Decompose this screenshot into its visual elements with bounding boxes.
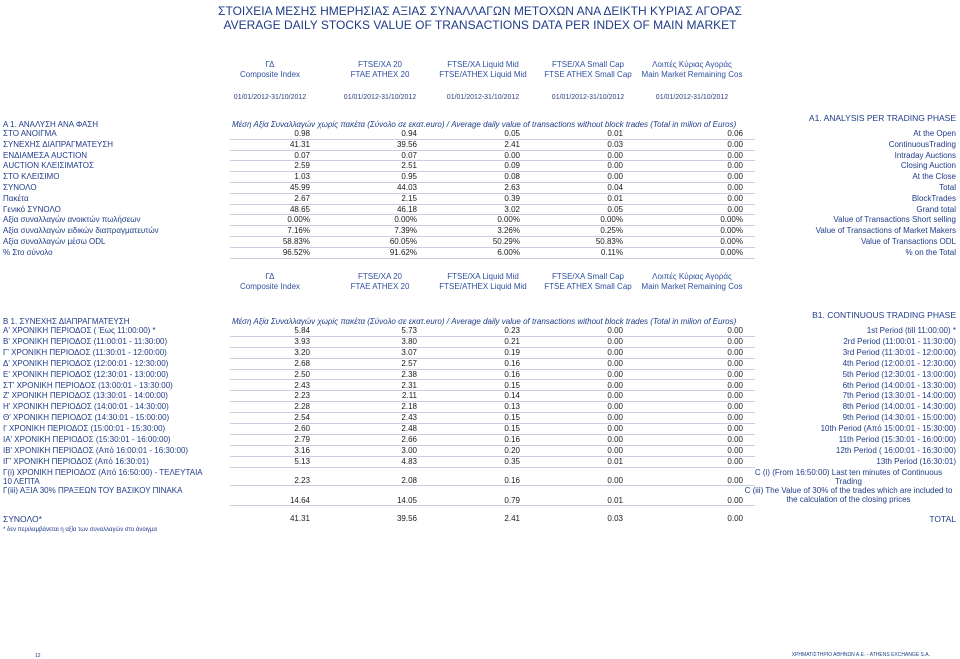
cell-value: 0.21: [504, 336, 520, 346]
cell-value: 2.60: [294, 424, 310, 434]
row-label-english: At the Open: [913, 129, 956, 138]
cell-value: 0.14: [504, 391, 520, 401]
cell-value: 0.00%: [600, 215, 623, 225]
cell-value: 7.39%: [394, 226, 417, 236]
middle-column-header-4: [632, 272, 752, 292]
cell-value: 0.00: [607, 358, 623, 368]
row-divider: [230, 505, 755, 506]
row-label-greek: ΣΤ' ΧΡΟΝΙΚΗ ΠΕΡΙΟΔΟΣ (13:00:01 - 13:30:00): [3, 380, 173, 390]
row-label-english: Value of Transactions ODL: [860, 237, 956, 246]
cell-value: 3.93: [294, 336, 310, 346]
cell-value: 7.16%: [287, 226, 310, 236]
row-label-english: Intraday Auctions: [894, 150, 956, 160]
cell-value: 41.31: [289, 139, 310, 149]
total-value-composite: 41.31: [289, 514, 310, 523]
cell-value: 3.02: [504, 204, 520, 214]
cell-value: 0.19: [504, 347, 520, 357]
cell-value: 0.11%: [600, 247, 623, 257]
cell-value: 2.43: [294, 380, 310, 390]
cell-value: 2.28: [294, 402, 310, 412]
cell-value: 0.00: [607, 369, 623, 379]
cell-value: 0.00: [607, 424, 623, 434]
cell-value: 0.35: [504, 456, 520, 466]
row-label-greek: Ι' ΧΡΟΝΙΚΗ ΠΕΡΙΟΔΟΣ (15:00:01 - 15:30:00): [3, 424, 166, 434]
report-title-greek: ΣΤΟΙΧΕΙΑ ΜΕΣΗΣ ΗΜΕΡΗΣΙΑΣ ΑΞΙΑΣ ΣΥΝΑΛΛΑΓΩΝ ΜΕΤΟΧΩΝ ΑΝΑ ΔΕΙΚΤΗ ΚΥΡΙΑΣ ΑΓΟΡΑΣ: [218, 4, 742, 18]
cell-value: 0.15: [504, 380, 520, 390]
cell-value: 58.83%: [282, 237, 310, 246]
column-header-english: Composite Index: [239, 282, 301, 291]
row-label-english: 4th Period (12:00:01 - 12:30:00): [842, 358, 956, 368]
cell-value: 3.26%: [497, 226, 520, 236]
cell-value: 0.16: [504, 475, 520, 485]
cell-value: 39.56: [396, 139, 417, 149]
row-label-greek: Θ' ΧΡΟΝΙΚΗ ΠΕΡΙΟΔΟΣ (14:30:01 - 15:00:00): [3, 413, 170, 423]
table-row: [0, 151, 960, 162]
cell-value: 2.48: [401, 424, 417, 434]
cell-value: 0.00: [727, 413, 743, 423]
table-row: [0, 237, 960, 248]
row-label-greek: Β' ΧΡΟΝΙΚΗ ΠΕΡΙΟΔΟΣ (11:00:01 - 11:30:00): [3, 336, 168, 346]
table-row: [0, 457, 960, 468]
row-label-english: 11th Period (15:30:01 - 16:00:00): [838, 435, 956, 444]
cell-value: 44.03: [396, 183, 417, 192]
cell-value: 60.05%: [389, 237, 417, 246]
column-header-greek: ΓΔ: [265, 272, 275, 281]
middle-column-header-1: [320, 272, 440, 292]
cell-value: 0.05: [607, 204, 623, 214]
cell-value: 0.00: [607, 380, 623, 390]
table-row: [0, 424, 960, 435]
table-row: [0, 172, 960, 183]
row-label-english: C (iii) The Value of 30% of the trades which are included to the calculation of the closing prices: [744, 485, 953, 504]
table-row: [0, 402, 960, 413]
cell-value: 0.00: [727, 445, 743, 455]
row-divider: [230, 258, 755, 259]
row-label-english: 12th Period ( 16:00:01 - 16:30:00): [835, 445, 956, 455]
table-row: [0, 215, 960, 226]
row-label-greek: ΙΑ' ΧΡΟΝΙΚΗ ΠΕΡΙΟΔΟΣ (15:30:01 - 16:00:00): [3, 435, 171, 444]
total-value-ftse20: 39.56: [396, 514, 417, 523]
footnote: * δεν περιλαμβάνεται η αξία των συναλλαγών στο άνοιγμα: [3, 527, 157, 533]
row-label-greek: Γ(iii) ΑΞΙΑ 30% ΠΡΑΞΕΩΝ ΤΟΥ ΒΑΣΙΚΟΥ ΠΙΝΑΚΑ: [3, 485, 183, 495]
cell-value: 0.00%: [720, 237, 743, 246]
cell-value: 0.00: [727, 183, 743, 192]
section-a-title: Α 1. ΑΝΑΛΥΣΗ ΑΝΑ ΦΑΣΗ: [3, 120, 99, 129]
cell-value: 0.00: [607, 445, 623, 455]
cell-value: 2.08: [401, 475, 417, 485]
cell-value: 2.31: [401, 380, 417, 390]
row-label-english: Value of Transactions of Market Makers: [815, 226, 956, 236]
total-label-english: TOTAL: [929, 514, 956, 524]
cell-value: 0.00: [727, 172, 743, 182]
cell-value: 0.00%: [287, 215, 310, 225]
row-label-greek: Ε' ΧΡΟΝΙΚΗ ΠΕΡΙΟΔΟΣ (12:30:01 - 13:00:00): [3, 369, 169, 379]
column-header-english: Composite Index: [239, 70, 301, 79]
cell-value: 2.51: [401, 161, 417, 171]
cell-value: 0.01: [607, 456, 623, 466]
cell-value: 45.99: [289, 183, 310, 192]
cell-value: 0.00: [727, 435, 743, 444]
cell-value: 0.01: [607, 495, 623, 505]
row-label-greek: Πακέτα: [3, 193, 29, 203]
row-label-greek: ΙΓ' ΧΡΟΝΙΚΗ ΠΕΡΙΟΔΟΣ (Από 16:30:01): [3, 456, 149, 466]
row-label-english: % on the Total: [905, 247, 956, 257]
row-label-english: C (i) (From 16:50:00) Last ten minutes of Continuous Trading: [754, 467, 943, 486]
cell-value: 2.63: [504, 183, 520, 192]
middle-column-header-2: [423, 272, 543, 292]
cell-value: 0.00: [607, 475, 623, 485]
cell-value: 2.43: [401, 413, 417, 423]
cell-value: 0.00%: [720, 226, 743, 236]
row-label-greek: ΣΥΝΟΛΟ: [3, 183, 37, 192]
cell-value: 50.29%: [492, 237, 520, 246]
cell-value: 46.18: [396, 204, 417, 214]
row-label-english: 2rd Period (11:00:01 - 11:30:00): [843, 336, 956, 346]
table-row: [0, 194, 960, 205]
cell-value: 0.00: [727, 204, 743, 214]
cell-value: 1.03: [294, 172, 310, 182]
row-label-english: 8th Period (14:00:01 - 14:30:00): [842, 402, 956, 412]
period-date-1: 01/01/2012-31/10/2012: [343, 94, 417, 101]
column-header-english: FTSE ATHEX Small Cap: [544, 282, 632, 291]
section-b-title: Β 1. ΣΥΝΕΧΗΣ ΔΙΑΠΡΑΓΜΑΤΕΥΣΗ: [3, 317, 130, 326]
table-row: [0, 413, 960, 424]
cell-value: 48.65: [289, 204, 310, 214]
cell-value: 2.23: [294, 475, 310, 485]
top-column-header-4: [632, 60, 752, 80]
cell-value: 0.00: [727, 336, 743, 346]
section-b-subtitle: Μέση Αξία Συναλλαγών χωρίς πακέτα (Σύνολο σε εκατ.euro) / Average daily value of transactions without block trades (Total in milion of Euros): [232, 317, 737, 326]
row-label-greek: Γ(i) ΧΡΟΝΙΚΗ ΠΕΡΙΟΔΟΣ (Από 16:50:00) - ΤΕΛΕΥΤΑΙΑ 10 ΛΕΠΤΑ: [3, 467, 203, 486]
cell-value: 2.50: [294, 369, 310, 379]
row-label-greek: AUCTION ΚΛΕΙΣΙΜΑΤΟΣ: [3, 161, 94, 171]
cell-value: 0.00%: [720, 215, 743, 225]
cell-value: 0.00: [727, 347, 743, 357]
cell-value: 96.52%: [282, 247, 310, 257]
column-header-english: FTSE/ATHEX Liquid Mid: [439, 70, 527, 79]
table-row: [0, 205, 960, 216]
cell-value: 0.00: [727, 161, 743, 171]
column-header-greek: ΓΔ: [265, 60, 275, 69]
top-column-header-0: [210, 60, 330, 80]
cell-value: 2.54: [294, 413, 310, 423]
row-label-english: Grand total: [916, 204, 956, 214]
cell-value: 0.15: [504, 413, 520, 423]
cell-value: 0.09: [504, 161, 520, 171]
cell-value: 3.20: [294, 347, 310, 357]
row-label-greek: % Στο σύνολο: [3, 247, 53, 257]
section-b-total-row: [0, 514, 960, 525]
cell-value: 0.00: [727, 193, 743, 203]
column-header-greek: FTSE/XA Small Cap: [551, 60, 625, 69]
cell-value: 0.00: [607, 336, 623, 346]
cell-value: 0.00: [727, 391, 743, 401]
table-row: [0, 468, 960, 486]
cell-value: 3.80: [401, 336, 417, 346]
cell-value: 0.39: [504, 193, 520, 203]
column-header-greek: Λοιπές Κύριας Αγοράς: [652, 60, 732, 69]
top-column-header-2: [423, 60, 543, 80]
cell-value: 0.07: [401, 150, 417, 160]
row-label-greek: ΣΤΟ ΑΝΟΙΓΜΑ: [3, 129, 57, 138]
table-row: [0, 248, 960, 259]
table-row: [0, 129, 960, 140]
column-header-english: Main Market Remaining Cos: [641, 282, 743, 291]
table-row: [0, 359, 960, 370]
row-label-english: Value of Transactions Short selling: [833, 215, 956, 225]
cell-value: 0.01: [607, 129, 623, 138]
row-label-greek: Α' ΧΡΟΝΙΚΗ ΠΕΡΙΟΔΟΣ ( Έως 11:00:00) *: [3, 326, 156, 335]
period-date-2: 01/01/2012-31/10/2012: [446, 94, 520, 101]
section-a-english-title: A1. ANALYSIS PER TRADING PHASE: [808, 113, 956, 123]
report-title-english: AVERAGE DAILY STOCKS VALUE OF TRANSACTIONS DATA PER INDEX OF MAIN MARKET: [223, 18, 737, 32]
cell-value: 2.67: [294, 193, 310, 203]
cell-value: 0.98: [294, 129, 310, 138]
cell-value: 50.83%: [595, 237, 623, 246]
cell-value: 2.11: [402, 391, 417, 401]
total-value-liquid-mid: 2.41: [504, 514, 520, 523]
cell-value: 0.15: [504, 424, 520, 434]
column-header-english: FTSE/ATHEX Liquid Mid: [439, 282, 527, 291]
cell-value: 4.83: [401, 456, 417, 466]
row-label-greek: Ζ' ΧΡΟΝΙΚΗ ΠΕΡΙΟΔΟΣ (13:30:01 - 14:00:00): [3, 391, 168, 401]
cell-value: 2.18: [401, 402, 417, 412]
page-number: 12: [35, 653, 41, 659]
cell-value: 0.00: [727, 326, 743, 335]
cell-value: 0.00: [607, 150, 623, 160]
cell-value: 0.25%: [600, 226, 623, 236]
table-row: [0, 161, 960, 172]
row-label-english: 10th Period (Από 15:00:01 - 15:30:00): [820, 424, 956, 434]
cell-value: 0.79: [504, 495, 520, 505]
row-label-english: 5th Period (12:30:01 - 13:00:00): [842, 369, 956, 379]
cell-value: 0.00: [727, 424, 743, 434]
row-label-english: ContinuousTrading: [888, 139, 956, 149]
cell-value: 3.00: [401, 445, 417, 455]
column-header-greek: FTSE/XA Liquid Mid: [447, 60, 519, 69]
cell-value: 3.07: [401, 347, 417, 357]
column-header-english: FTSE ATHEX Small Cap: [544, 70, 632, 79]
cell-value: 2.38: [401, 369, 417, 379]
top-column-header-3: [528, 60, 648, 80]
cell-value: 6.00%: [497, 247, 520, 257]
cell-value: 5.84: [294, 326, 310, 335]
table-row: [0, 348, 960, 359]
column-header-greek: FTSE/XA Small Cap: [551, 272, 625, 281]
cell-value: 0.00: [607, 172, 623, 182]
row-label-greek: Η' ΧΡΟΝΙΚΗ ΠΕΡΙΟΔΟΣ (14:00:01 - 14:30:00): [3, 402, 169, 412]
table-row: [0, 326, 960, 337]
cell-value: 0.00: [727, 380, 743, 390]
table-row: [0, 370, 960, 381]
section-b-english-title: B1. CONTINUOUS TRADING PHASE: [812, 310, 956, 320]
cell-value: 0.00: [727, 150, 743, 160]
cell-value: 2.23: [294, 391, 310, 401]
total-value-remaining: 0.00: [727, 514, 743, 523]
row-label-english: 1st Period (till 11:00:00) *: [866, 326, 956, 335]
cell-value: 0.00%: [394, 215, 417, 225]
row-label-greek: Δ' ΧΡΟΝΙΚΗ ΠΕΡΙΟΔΟΣ (12:00:01 - 12:30:00): [3, 358, 169, 368]
table-row: [0, 140, 960, 151]
cell-value: 0.00: [727, 402, 743, 412]
column-header-greek: FTSE/XA Liquid Mid: [447, 272, 519, 281]
cell-value: 2.15: [401, 193, 417, 203]
row-label-english: 13th Period (16:30:01): [876, 456, 956, 466]
row-label-english: Closing Auction: [900, 161, 956, 171]
cell-value: 0.05: [504, 129, 520, 138]
table-row: [0, 435, 960, 446]
table-row: [0, 183, 960, 194]
cell-value: 3.16: [294, 445, 310, 455]
cell-value: 0.00: [607, 391, 623, 401]
row-label-english: 3rd Period (11:30:01 - 12:00:00): [842, 347, 956, 357]
column-header-english: Main Market Remaining Cos: [641, 70, 743, 79]
cell-value: 14.05: [396, 495, 417, 505]
cell-value: 0.13: [504, 402, 520, 412]
total-label-greek: ΣΥΝΟΛΟ*: [3, 514, 42, 524]
cell-value: 2.41: [504, 139, 520, 149]
cell-value: 0.94: [401, 129, 417, 138]
row-label-greek: Γενικό ΣΥΝΟΛΟ: [3, 204, 61, 214]
cell-value: 0.00: [504, 150, 520, 160]
row-label-english: At the Close: [912, 172, 956, 182]
cell-value: 0.16: [504, 369, 520, 379]
cell-value: 0.00: [727, 456, 743, 466]
cell-value: 2.79: [294, 435, 310, 444]
row-label-english: Total: [939, 183, 956, 192]
row-label-greek: ΣΥΝΕΧΗΣ ΔΙΑΠΡΑΓΜΑΤΕΥΣΗ: [3, 139, 114, 149]
cell-value: 5.73: [401, 326, 417, 335]
cell-value: 5.13: [294, 456, 310, 466]
column-header-english: FTAE ATHEX 20: [350, 282, 410, 291]
cell-value: 0.95: [401, 172, 417, 182]
cell-value: 0.23: [504, 326, 520, 335]
row-label-greek: Αξία συναλλαγών ανοικτών πωλήσεων: [3, 215, 141, 225]
period-date-4: 01/01/2012-31/10/2012: [655, 94, 729, 101]
column-header-greek: FTSE/XA 20: [357, 60, 403, 69]
cell-value: 0.20: [504, 445, 520, 455]
cell-value: 0.00%: [497, 215, 520, 225]
table-row: [0, 226, 960, 237]
table-row: [0, 391, 960, 402]
cell-value: 0.00: [727, 139, 743, 149]
cell-value: 0.06: [727, 129, 743, 138]
column-header-greek: Λοιπές Κύριας Αγοράς: [652, 272, 732, 281]
column-header-english: FTAE ATHEX 20: [350, 70, 410, 79]
cell-value: 2.59: [294, 161, 310, 171]
table-row: [0, 486, 960, 506]
row-label-greek: ΙΒ' ΧΡΟΝΙΚΗ ΠΕΡΙΟΔΟΣ (Από 16:00:01 - 16:30:00): [3, 445, 189, 455]
footer-company: ΧΡΗΜΑΤΙΣΤΗΡΙΟ ΑΘΗΝΩΝ Α.Ε. - ATHENS EXCHANGE S.A.: [791, 652, 930, 658]
table-row: [0, 337, 960, 348]
cell-value: 0.00: [607, 326, 623, 335]
cell-value: 2.66: [401, 435, 417, 444]
cell-value: 91.62%: [389, 247, 417, 257]
cell-value: 0.04: [607, 183, 623, 192]
row-label-english: BlockTrades: [911, 193, 956, 203]
cell-value: 0.00: [607, 402, 623, 412]
cell-value: 0.00: [727, 475, 743, 485]
period-date-3: 01/01/2012-31/10/2012: [551, 94, 625, 101]
cell-value: 0.00: [727, 495, 743, 505]
row-label-greek: Γ' ΧΡΟΝΙΚΗ ΠΕΡΙΟΔΟΣ (11:30:01 - 12:00:00): [3, 347, 167, 357]
middle-column-header-3: [528, 272, 648, 292]
column-header-greek: FTSE/XA 20: [357, 272, 403, 281]
cell-value: 0.00%: [720, 247, 743, 257]
cell-value: 0.01: [607, 193, 623, 203]
top-column-header-1: [320, 60, 440, 80]
table-row: [0, 381, 960, 392]
cell-value: 0.00: [727, 358, 743, 368]
cell-value: 2.57: [401, 358, 417, 368]
cell-value: 2.68: [294, 358, 310, 368]
cell-value: 0.03: [607, 139, 623, 149]
cell-value: 0.00: [607, 413, 623, 423]
cell-value: 0.16: [504, 358, 520, 368]
total-value-small-cap: 0.03: [607, 514, 623, 523]
row-label-english: 9th Period (14:30:01 - 15:00:00): [842, 413, 956, 423]
row-label-greek: Αξία συναλλαγών μέσω ODL: [3, 237, 106, 246]
middle-column-header-0: [210, 272, 330, 292]
cell-value: 0.07: [294, 150, 310, 160]
cell-value: 0.00: [607, 435, 623, 444]
row-label-english: 7th Period (13:30:01 - 14:00:00): [842, 391, 956, 401]
row-label-greek: Αξία συναλλαγών ειδικών διαπραγματευτών: [3, 226, 159, 236]
cell-value: 0.00: [607, 161, 623, 171]
section-a-subtitle: Μέση Αξία Συναλλαγών χωρίς πακέτα (Σύνολο σε εκατ.euro) / Average daily value of transactions without block trades (Total in milion of Euros): [232, 120, 737, 129]
cell-value: 0.00: [607, 347, 623, 357]
row-label-english: 6th Period (14:00:01 - 13:30:00): [842, 380, 956, 390]
row-label-greek: ΣΤΟ ΚΛΕΙΣΙΜΟ: [3, 172, 60, 182]
cell-value: 0.08: [504, 172, 520, 182]
cell-value: 0.00: [727, 369, 743, 379]
cell-value: 14.64: [289, 495, 310, 505]
row-label-greek: ΕΝΔΙΑΜΕΣΑ AUCTION: [3, 150, 88, 160]
period-date-0: 01/01/2012-31/10/2012: [233, 94, 307, 101]
cell-value: 0.16: [504, 435, 520, 444]
table-row: [0, 446, 960, 457]
